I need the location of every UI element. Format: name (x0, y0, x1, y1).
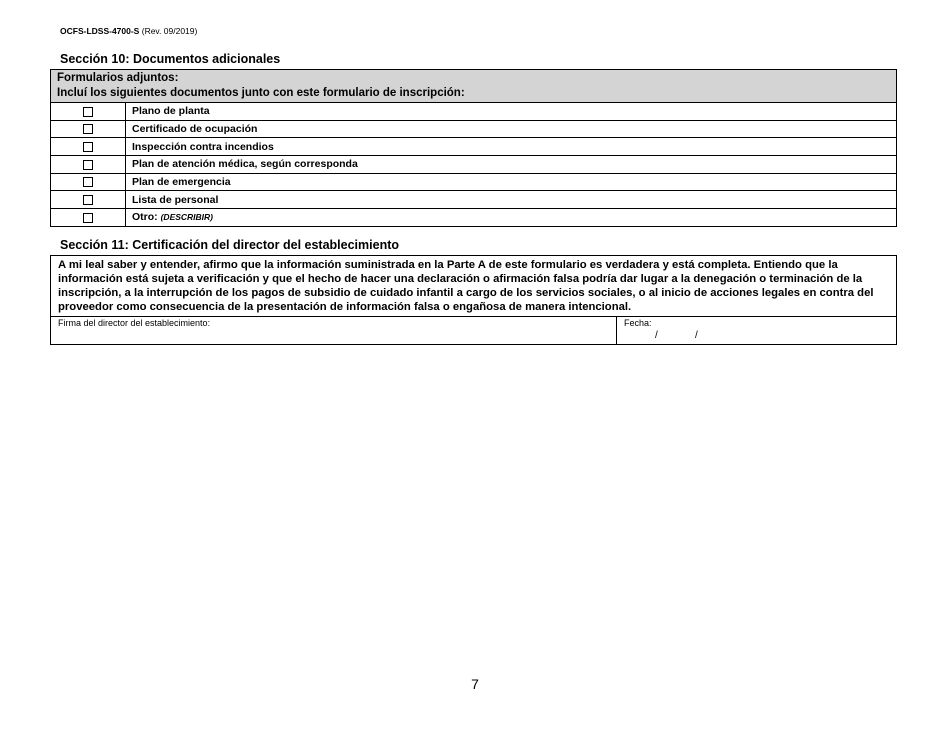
section-11-title: Sección 11: Certificación del director del establecimiento (60, 238, 400, 252)
section-10-title: Sección 10: Documentos adicionales (60, 52, 281, 66)
signature-row (51, 316, 896, 344)
page-number: 7 (471, 676, 479, 692)
form-identifier (60, 26, 197, 36)
document-row (51, 209, 897, 227)
documents-table-header (51, 70, 897, 103)
occupancy-certificate-checkbox[interactable] (83, 124, 93, 134)
documents-header-line-1: Formularios adjuntos: (57, 72, 179, 84)
certification-statement: A mi leal saber y entender, afirmo que la información suministrada en la Parte A de este formulario es verdadera y está completa. Entiendo que la información está sujeta a verificación y que el hecho de hacer una declaración o afirmación falsa podría dar lugar a la denegación o terminación de la inscripción, a la interrupción de los pagos de subsidio de cuidado infantil a cargo de los servicios sociales, o al inicio de acciones legales en contra del proveedor como consecuencia de la presentación de información falsa o engañosa de manera intencional. (58, 259, 874, 313)
document-label: Inspección contra incendios (126, 138, 897, 156)
document-row (51, 173, 897, 191)
document-label: Plano de planta (126, 103, 897, 121)
document-row (51, 120, 897, 138)
emergency-plan-checkbox[interactable] (83, 177, 93, 187)
document-label: Certificado de ocupación (126, 120, 897, 138)
form-code: OCFS-LDSS-4700-S (60, 26, 140, 36)
documents-header-line-2: Incluí los siguientes documentos junto con este formulario de inscripción: (57, 87, 465, 99)
document-row (51, 156, 897, 174)
health-care-plan-checkbox[interactable] (83, 160, 93, 170)
other-checkbox[interactable] (83, 213, 93, 223)
documents-table (50, 69, 897, 227)
other-note: (DESCRIBIR) (160, 212, 214, 223)
date-separator: / (695, 330, 698, 341)
certification-box (50, 255, 897, 345)
director-signature-field[interactable] (51, 317, 617, 344)
document-label: Plan de atención médica, según corresponda (126, 156, 897, 174)
staff-list-checkbox[interactable] (83, 195, 93, 205)
date-field[interactable] (617, 317, 896, 344)
date-separator: / (655, 330, 658, 341)
other-label: Otro: (132, 211, 158, 224)
fire-inspection-checkbox[interactable] (83, 142, 93, 152)
signature-label: Firma del director del establecimiento: (58, 318, 211, 328)
other-document-field[interactable] (126, 209, 897, 227)
document-label: Lista de personal (126, 191, 897, 209)
document-row (51, 138, 897, 156)
date-label: Fecha: (624, 318, 652, 328)
document-label: Plan de emergencia (126, 173, 897, 191)
document-row (51, 191, 897, 209)
document-row (51, 103, 897, 121)
floor-plan-checkbox[interactable] (83, 107, 93, 117)
form-revision: (Rev. 09/2019) (141, 26, 198, 36)
